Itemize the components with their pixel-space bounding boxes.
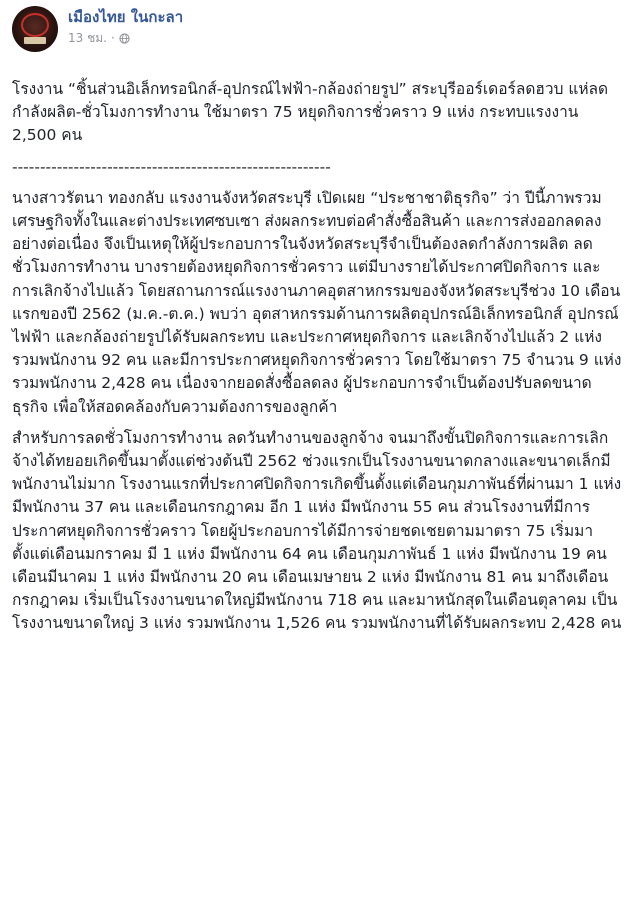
post-body	[12, 78, 624, 636]
post-header	[12, 0, 628, 70]
avatar-logo-label	[24, 37, 46, 44]
page-avatar[interactable]	[12, 6, 58, 52]
post-subline	[68, 29, 183, 47]
post-timestamp[interactable]: 13 ชม.	[68, 31, 107, 45]
post-meta	[68, 6, 183, 47]
post-headline: โรงงาน “ชิ้นส่วนอิเล็กทรอนิกส์-อุปกรณ์ไฟฟ้า-กล้องถ่ายรูป” สระบุรีออร์เดอร์ลดฮวบ แห่ลดกำลังผลิต-ชั่วโมงการทำงาน ใช้มาตรา 75 หยุดกิจการชั่วคราว 9 แห่ง กระทบแรงงาน 2,500 คน	[12, 80, 609, 145]
dashed-separator: ---------------------------------------------------------	[12, 157, 331, 176]
page-name-link[interactable]: เมืองไทย ในกะลา	[68, 8, 184, 26]
separator-dot: ·	[110, 31, 115, 45]
post-paragraph-1: นางสาวรัตนา ทองกลับ แรงงานจังหวัดสระบุรี เปิดเผย “ประชาชาติธุรกิจ” ว่า ปีนี้ภาพรวมเศรษฐกิจทั้งในและต่างประเทศซบเซา ส่งผลกระทบต่อคำสั่งซื้อสินค้า และการส่งออกลดลงอย่างต่อเนื่อง จึงเป็นเหตุให้ผู้ประกอบการในจังหวัดสระบุรีจำเป็นต้องลดกำลังการผลิต ลดชั่วโมงการทำงาน บางรายต้องหยุดกิจการชั่วคราว แต่มีบางรายได้ประกาศปิดกิจการ และการเลิกจ้างไปแล้ว โดยสถานการณ์แรงงานภาคอุตสาหกรรมของจังหวัดสระบุรีช่วง 10 เดือนแรกของปี 2562 (ม.ค.-ต.ค.) พบว่า อุตสาหกรรมด้านการผลิตอุปกรณ์อิเล็กทรอนิกส์ อุปกรณ์ไฟฟ้า และกล้องถ่ายรูปได้รับผลกระทบ และประกาศหยุดกิจการ และเลิกจ้างไปแล้ว 2 แห่ง รวมพนักงาน 92 คน และมีการประกาศหยุดกิจการชั่วคราว โดยใช้มาตรา 75 จำนวน 9 แห่ง รวมพนักงาน 2,428 คน เนื่องจากยอดสั่งซื้อลดลง ผู้ประกอบการจำเป็นต้องปรับลดขนาดธุรกิจ เพื่อให้สอดคล้องกับความต้องการของลูกค้า	[12, 188, 622, 416]
avatar-logo-ring	[21, 13, 49, 37]
globe-icon[interactable]	[119, 33, 130, 44]
post-paragraph-2: สำหรับการลดชั่วโมงการทำงาน ลดวันทำงานของลูกจ้าง จนมาถึงขั้นปิดกิจการและการเลิกจ้างได้ทยอยเกิดขึ้นมาตั้งแต่ช่วงต้นปี 2562 ช่วงแรกเป็นโรงงานขนาดกลางและขนาดเล็กมีพนักงานไม่มาก โรงงานแรกที่ประกาศปิดกิจการเกิดขึ้นตั้งแต่เดือนกุมภาพันธ์ที่ผ่านมา 1 แห่ง มีพนักงาน 37 คน และเดือนกรกฎาคม อีก 1 แห่ง มีพนักงาน 55 คน ส่วนโรงงานที่มีการประกาศหยุดกิจการชั่วคราว โดยผู้ประกอบการได้มีการจ่ายชดเชยตามมาตรา 75 เริ่มมาตั้งแต่เดือนมกราคม มี 1 แห่ง มีพนักงาน 64 คน เดือนกุมภาพันธ์ 1 แห่ง มีพนักงาน 19 คน เดือนมีนาคม 1 แห่ง มีพนักงาน 20 คน เดือนเมษายน 2 แห่ง มีพนักงาน 81 คน มาถึงเดือนกรกฎาคม เริ่มเป็นโรงงานขนาดใหญ่มีพนักงาน 718 คน และมาหนักสุดในเดือนตุลาคม เป็นโรงงานขนาดใหญ่ 3 แห่ง รวมพนักงาน 1,526 คน รวมพนักงานที่ได้รับผลกระทบ 2,428 คน	[12, 428, 622, 633]
